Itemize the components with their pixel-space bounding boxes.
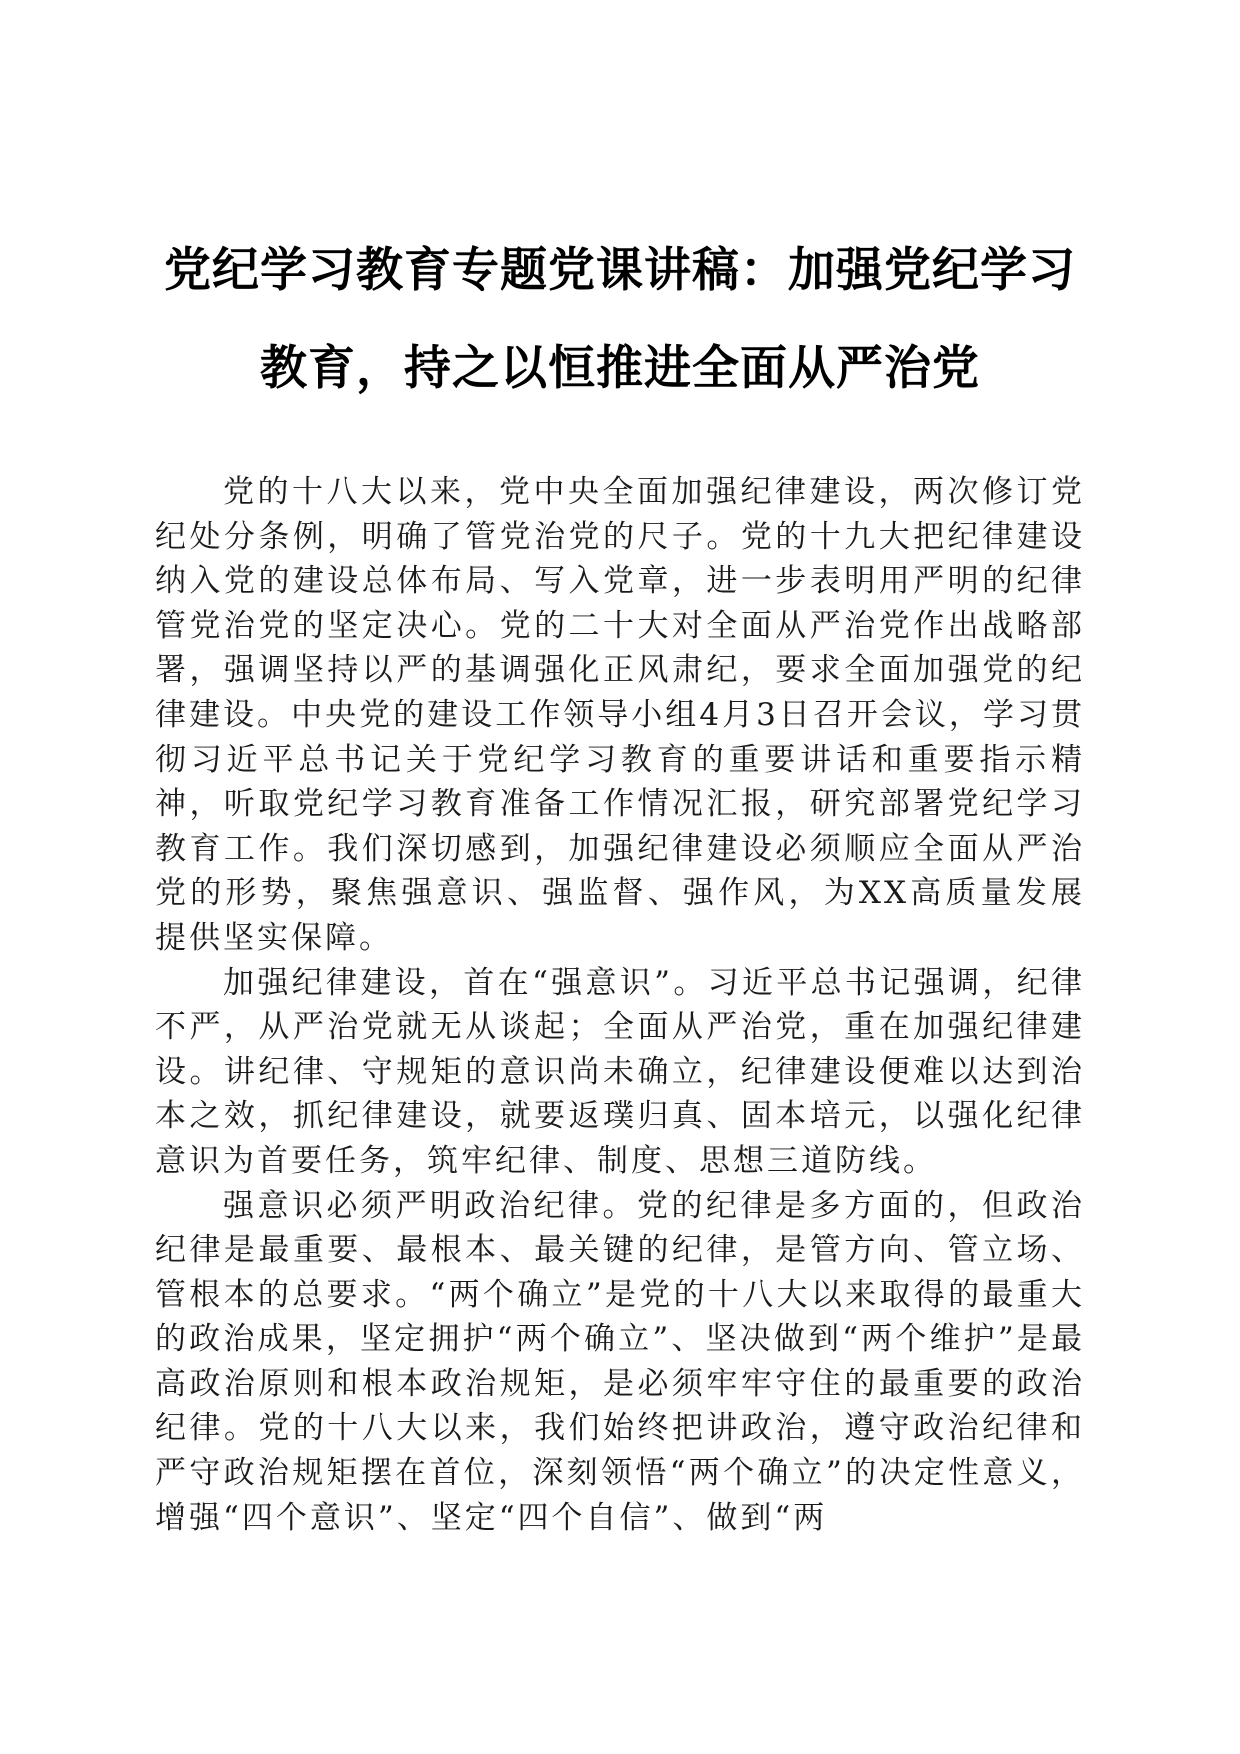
paragraph: 加强纪律建设，首在“强意识”。习近平总书记强调，纪律不严，从严治党就无从谈起；全面从严治党，重在加强纪律建设。讲纪律、守规矩的意识尚未确立，纪律建设便难以达到治本之效，抓纪律建设，就要返璞归真、固本培元，以强化纪律意识为首要任务，筑牢纪律、制度、思想三道防线。 xyxy=(155,964,1085,1179)
document-title: 党纪学习教育专题党课讲稿：加强党纪学习教育，持之以恒推进全面从严治党 xyxy=(164,243,1076,396)
paragraph: 强意识必须严明政治纪律。党的纪律是多方面的，但政治纪律是最重要、最根本、最关键的纪律，是管方向、管立场、管根本的总要求。“两个确立”是党的十八大以来取得的最重大的政治成果，坚定拥护“两个确立”、坚决做到“两个维护”是最高政治原则和根本政治规矩，是必须牢牢守住的最重要的政治纪律。党的十八大以来，我们始终把讲政治，遵守政治纪律和严守政治规矩摆在首位，深刻领悟“两个确立”的决定性意义，增强“四个意识”、坚定“四个自信”、做到“两 xyxy=(155,1187,1085,1536)
paragraph: 党的十八大以来，党中央全面加强纪律建设，两次修订党纪处分条例，明确了管党治党的尺子。党的十九大把纪律建设纳入党的建设总体布局、写入党章，进一步表明用严明的纪律管党治党的坚定决心。党的二十大对全面从严治党作出战略部署，强调坚持以严的基调强化正风肃纪，要求全面加强党的纪律建设。中央党的建设工作领导小组4月3日召开会议，学习贯彻习近平总书记关于党纪学习教育的重要讲话和重要指示精神，听取党纪学习教育准备工作情况汇报，研究部署党纪学习教育工作。我们深切感到，加强纪律建设必须顺应全面从严治党的形势，聚焦强意识、强监督、强作风，为XX高质量发展提供坚实保障。 xyxy=(155,474,1085,956)
document-body xyxy=(155,470,1085,1540)
